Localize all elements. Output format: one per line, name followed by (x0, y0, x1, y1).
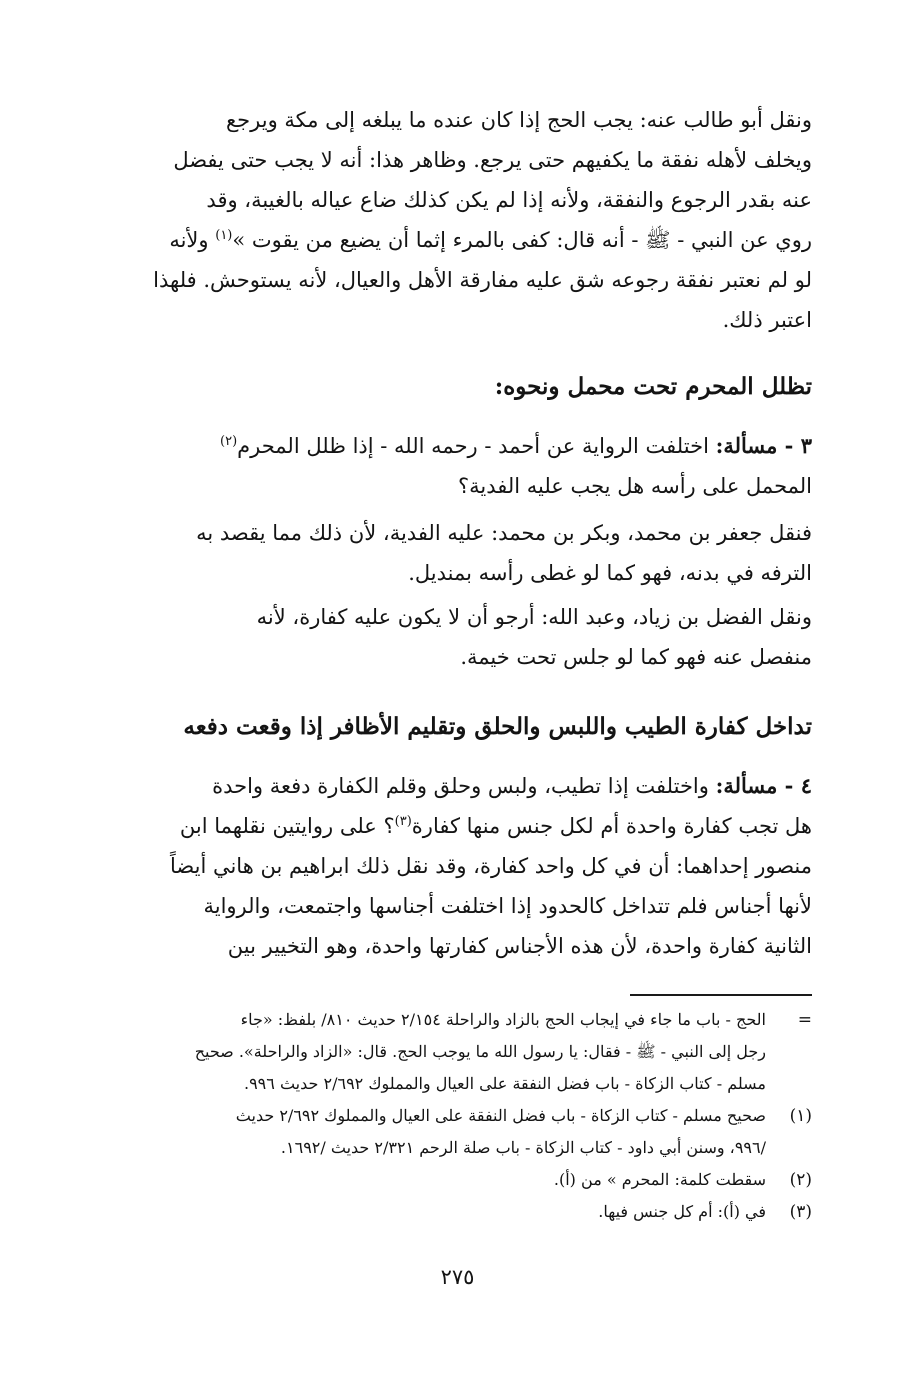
issue-3 (100, 426, 812, 506)
footnote-marker: = (797, 1010, 812, 1030)
section-heading-shading: تظلل المحرم تحت محمل ونحوه: (494, 373, 812, 400)
paragraph-fadl (100, 597, 812, 677)
paragraph-abu-talib (100, 100, 812, 340)
footnote-1 (100, 1100, 812, 1164)
footnote-ref-2: (٢) (220, 434, 238, 449)
footnote-ref-3: (٣) (394, 814, 412, 829)
text-line: فنقل جعفر بن محمد، وبكر بن محمد: عليه الفدية، لأن ذلك مما يقصد به (196, 521, 812, 545)
footnote-line: سقطت كلمة: المحرم » من (أ). (553, 1170, 766, 1189)
footnote-marker: (٣) (789, 1202, 812, 1222)
footnote-body (100, 1164, 766, 1196)
footnote-line: الحج - باب ما جاء في إيجاب الحج بالزاد والراحلة ٢/١٥٤ حديث ٨١٠/ بلفظ: «جاء (240, 1010, 766, 1029)
footnotes (100, 1004, 812, 1228)
text-run: هل تجب كفارة واحدة أم لكل جنس منها كفارة (411, 814, 812, 838)
text-line: عنه بقدر الرجوع والنفقة، ولأنه إذا لم يكن كذلك ضاع عياله بالغيبة، وقد (206, 188, 812, 212)
text-run: واختلفت إذا تطيب، ولبس وحلق وقلم الكفارة دفعة واحدة (212, 774, 716, 798)
issue-label: ٣ - مسألة: (715, 433, 812, 458)
footnote-line: /٩٩٦، وسنن أبي داود - كتاب الزكاة - باب صلة الرحم ٢/٣٢١ حديث /١٦٩٢. (280, 1138, 766, 1157)
text-line: ونقل أبو طالب عنه: يجب الحج إذا كان عنده ما يبلغه إلى مكة ويرجع (226, 108, 812, 132)
text-line: اعتبر ذلك. (722, 308, 812, 332)
text-line (100, 766, 812, 806)
footnote-line: مسلم - كتاب الزكاة - باب فضل النفقة على العيال والمملوك ٢/٦٩٢ حديث ٩٩٦. (243, 1074, 766, 1093)
footnote-ref-1: (١) (215, 228, 233, 243)
issue-4 (100, 766, 812, 966)
footnote-body (100, 1004, 766, 1100)
text-line (100, 806, 812, 846)
text-line: لأنها أجناس فلم تتداخل كالحدود إذا اختلفت أجناسها واجتمعت، والرواية (203, 894, 812, 918)
footnote-body (100, 1100, 766, 1164)
footnote-continued (100, 1004, 812, 1100)
text-line: منصور إحداهما: أن في كل واحد كفارة، وقد نقل ذلك ابراهيم بن هاني أيضاً (170, 854, 812, 878)
text-run: اختلفت الرواية عن أحمد - رحمه الله - إذا ظلل المحرم (237, 434, 716, 458)
text-run: روي عن النبي - ﷺ - أنه قال: كفى بالمرء إثما أن يضيع من يقوت » (232, 228, 812, 252)
text-line (100, 220, 812, 260)
footnote-line: صحيح مسلم - كتاب الزكاة - باب فضل النفقة على العيال والمملوك ٢/٦٩٢ حديث (235, 1106, 766, 1125)
paragraph-jafar (100, 513, 812, 593)
section-heading-expiation: تداخل كفارة الطيب واللبس والحلق وتقليم الأظافر إذا وقعت دفعه (183, 713, 812, 740)
text-line (100, 426, 812, 466)
issue-label: ٤ - مسألة: (715, 773, 812, 798)
footnote-body (100, 1196, 766, 1228)
footnote-marker: (٢) (789, 1170, 812, 1190)
text-line: الترفه في بدنه، فهو كما لو غطى رأسه بمنديل. (408, 561, 812, 585)
text-line: المحمل على رأسه هل يجب عليه الفدية؟ (457, 474, 812, 498)
text-line: لو لم نعتبر نفقة رجوعه شق عليه مفارقة الأهل والعيال، لأنه يستوحش. فلهذا (153, 268, 812, 292)
footnote-divider (630, 994, 812, 996)
page-number: ٢٧٥ (440, 1265, 475, 1289)
text-line: ويخلف لأهله نفقة ما يكفيهم حتى يرجع. وظاهر هذا: أنه لا يجب حتى يفضل (173, 148, 812, 172)
footnote-marker: (١) (789, 1106, 812, 1126)
footnote-line: في (أ): أم كل جنس فيها. (598, 1202, 766, 1221)
footnote-2 (100, 1164, 812, 1196)
text-line: منفصل عنه فهو كما لو جلس تحت خيمة. (460, 645, 812, 669)
footnote-line: رجل إلى النبي - ﷺ - فقال: يا رسول الله ما يوجب الحج. قال: «الزاد والراحلة». صحيح (194, 1042, 766, 1061)
text-line: ونقل الفضل بن زياد، وعبد الله: أرجو أن لا يكون عليه كفارة، لأنه (256, 605, 812, 629)
text-line: الثانية كفارة واحدة، لأن هذه الأجناس كفارتها واحدة، وهو التخيير بين (227, 934, 812, 958)
footnote-3 (100, 1196, 812, 1228)
text-run: ؟ على روايتين نقلهما ابن (179, 814, 395, 838)
text-run: ولأنه (169, 228, 216, 252)
